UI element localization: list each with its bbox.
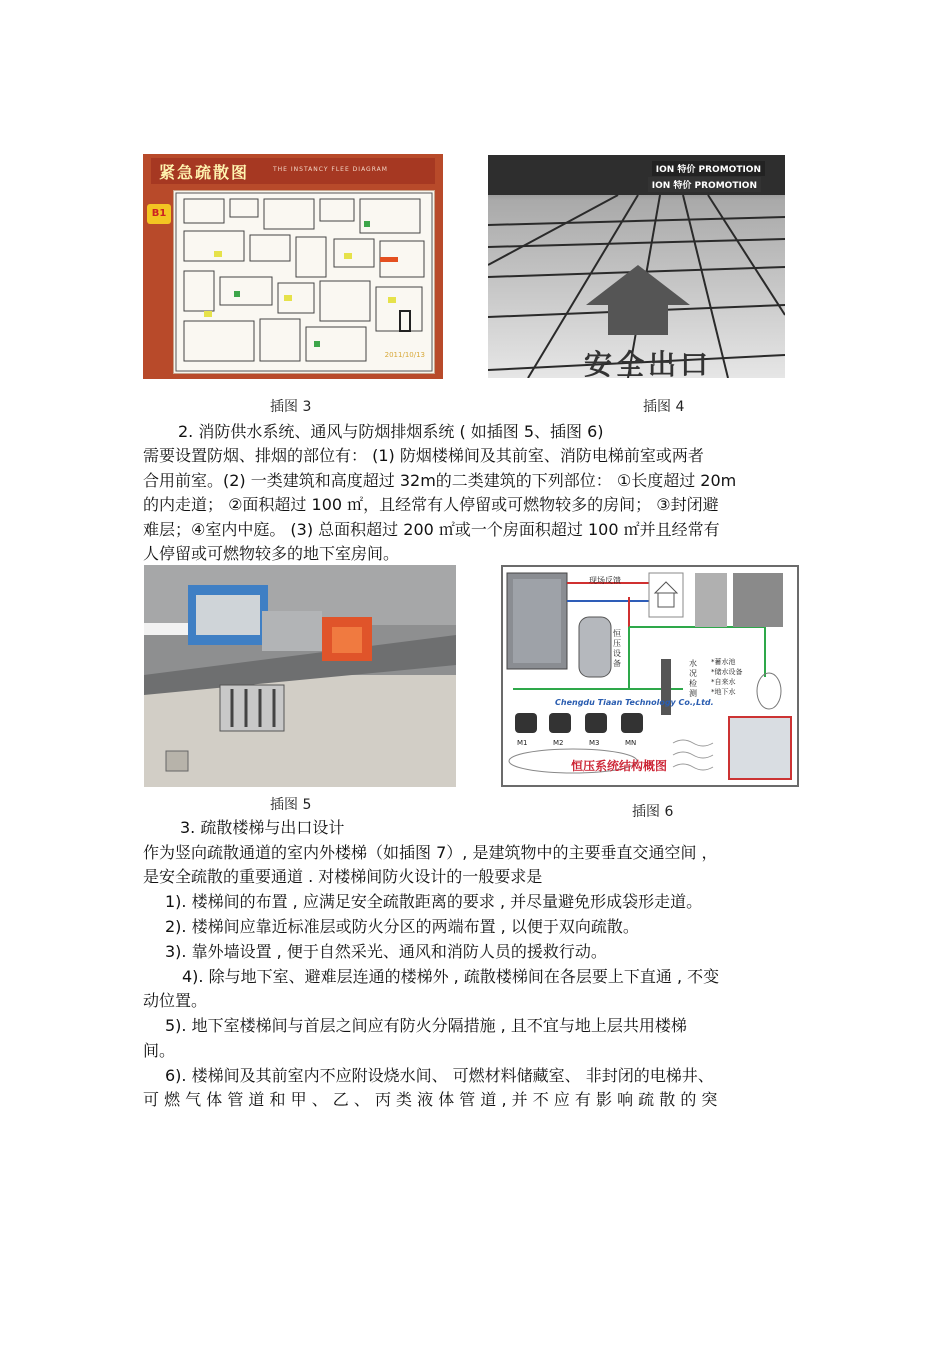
promotion-banner-2: ION 特价 PROMOTION	[648, 177, 761, 192]
date-stamp: 2011/10/13	[384, 351, 425, 359]
list-item: 1). 楼梯间的布置 , 应满足安全疏散距离的要求 , 并尽量避免形成袋形走道。	[165, 892, 703, 911]
figure-6-pressure-system	[501, 565, 799, 787]
list-item: 2). 楼梯间应靠近标准层或防火分区的两端布置 , 以便于双向疏散。	[165, 917, 639, 936]
floor-plan	[173, 190, 435, 374]
paragraph-line: 作为竖向疏散通道的室内外楼梯（如插图 7）, 是建筑物中的主要垂直交通空间 ，	[143, 843, 718, 862]
paragraph-line: 可 燃 气 体 管 道 和 甲 、 乙 、 丙 类 液 体 管 道 , 并 不 应 有 影 响 疏 散 的 突	[143, 1090, 718, 1109]
list-item: 5). 地下室楼梯间与首层之间应有防火分隔措施 , 且不宜与地上层共用楼梯	[165, 1016, 687, 1035]
pump-label: M1	[517, 739, 528, 747]
water-source-item: *蓄水池	[711, 658, 736, 666]
pump-label: MN	[625, 739, 637, 747]
water-source-item: *储水设备	[711, 668, 743, 676]
paragraph-line: 的内走道； ②面积超过 100 ㎡，且经常有人停留或可燃物较多的房间； ③封闭避	[143, 495, 719, 514]
paragraph-line: 是安全疏散的重要通道 . 对楼梯间防火设计的一般要求是	[143, 867, 543, 886]
promotion-banner-1: ION 特价 PROMOTION	[652, 161, 765, 176]
pump-label: M2	[553, 739, 564, 747]
floor-badge: B1	[147, 204, 171, 224]
floor-plan-drawing	[174, 191, 434, 373]
list-item: 3). 靠外墙设置 , 便于自然采光、通风和消防人员的援救行动。	[165, 942, 607, 961]
exit-floor-sign: 安全出口	[584, 348, 713, 378]
diagram-title: 恒压系统结构概图	[571, 759, 668, 773]
feedback-label: 现场反馈	[589, 576, 621, 585]
map-title: 紧急疏散图	[159, 163, 250, 182]
list-item: 6). 楼梯间及其前室内不应附设烧水间、 可燃材料储藏室、 非封闭的电梯井、	[165, 1066, 714, 1085]
paragraph-line: 需要设置防烟、排烟的部位有： (1) 防烟楼梯间及其前室、消防电梯前室或两者	[143, 446, 704, 465]
company-name: Chengdu Tiaan Technology Co.,Ltd.	[555, 698, 714, 707]
water-source-item: *自来水	[711, 678, 736, 686]
paragraph-line: 人停留或可燃物较多的地下室房间。	[143, 544, 400, 563]
paragraph-line: 间。	[143, 1041, 176, 1060]
pressure-device-label: 恒压设备	[613, 629, 621, 668]
figure-5-caption: 插图 5	[270, 797, 312, 813]
figure-4-exit-floor	[488, 155, 785, 378]
figure-6-caption: 插图 6	[632, 804, 674, 820]
list-item: 4). 除与地下室、避难层连通的楼梯外 , 疏散楼梯间在各层要上下直通 , 不变	[182, 967, 720, 986]
figure-3-evacuation-map	[143, 154, 443, 379]
pump-label: M3	[589, 739, 600, 747]
system-diagram-drawing	[503, 567, 797, 785]
water-sources-list	[711, 657, 743, 697]
duct-drawing	[144, 565, 456, 787]
paragraph-line: 合用前室。(2) 一类建筑和高度超过 32m的二类建筑的下列部位： ①长度超过 20m	[143, 471, 737, 490]
paragraph-line: 动位置。	[143, 991, 208, 1010]
figure-5-ventilation	[144, 565, 456, 787]
paragraph-line: 难层；④室内中庭。 (3) 总面积超过 200 ㎡或一个房面积超过 100 ㎡并且经常有	[143, 520, 720, 539]
figure-4-caption: 插图 4	[643, 399, 685, 415]
water-detect-label: 水况检测	[689, 659, 697, 698]
water-source-item: *地下水	[711, 688, 736, 696]
section-3-heading: 3. 疏散楼梯与出口设计	[180, 818, 345, 837]
figure-3-caption: 插图 3	[270, 399, 312, 415]
section-2-heading: 2. 消防供水系统、通风与防烟排烟系统 ( 如插图 5、插图 6)	[178, 422, 604, 441]
map-subtitle: THE INSTANCY FLEE DIAGRAM	[273, 166, 388, 173]
